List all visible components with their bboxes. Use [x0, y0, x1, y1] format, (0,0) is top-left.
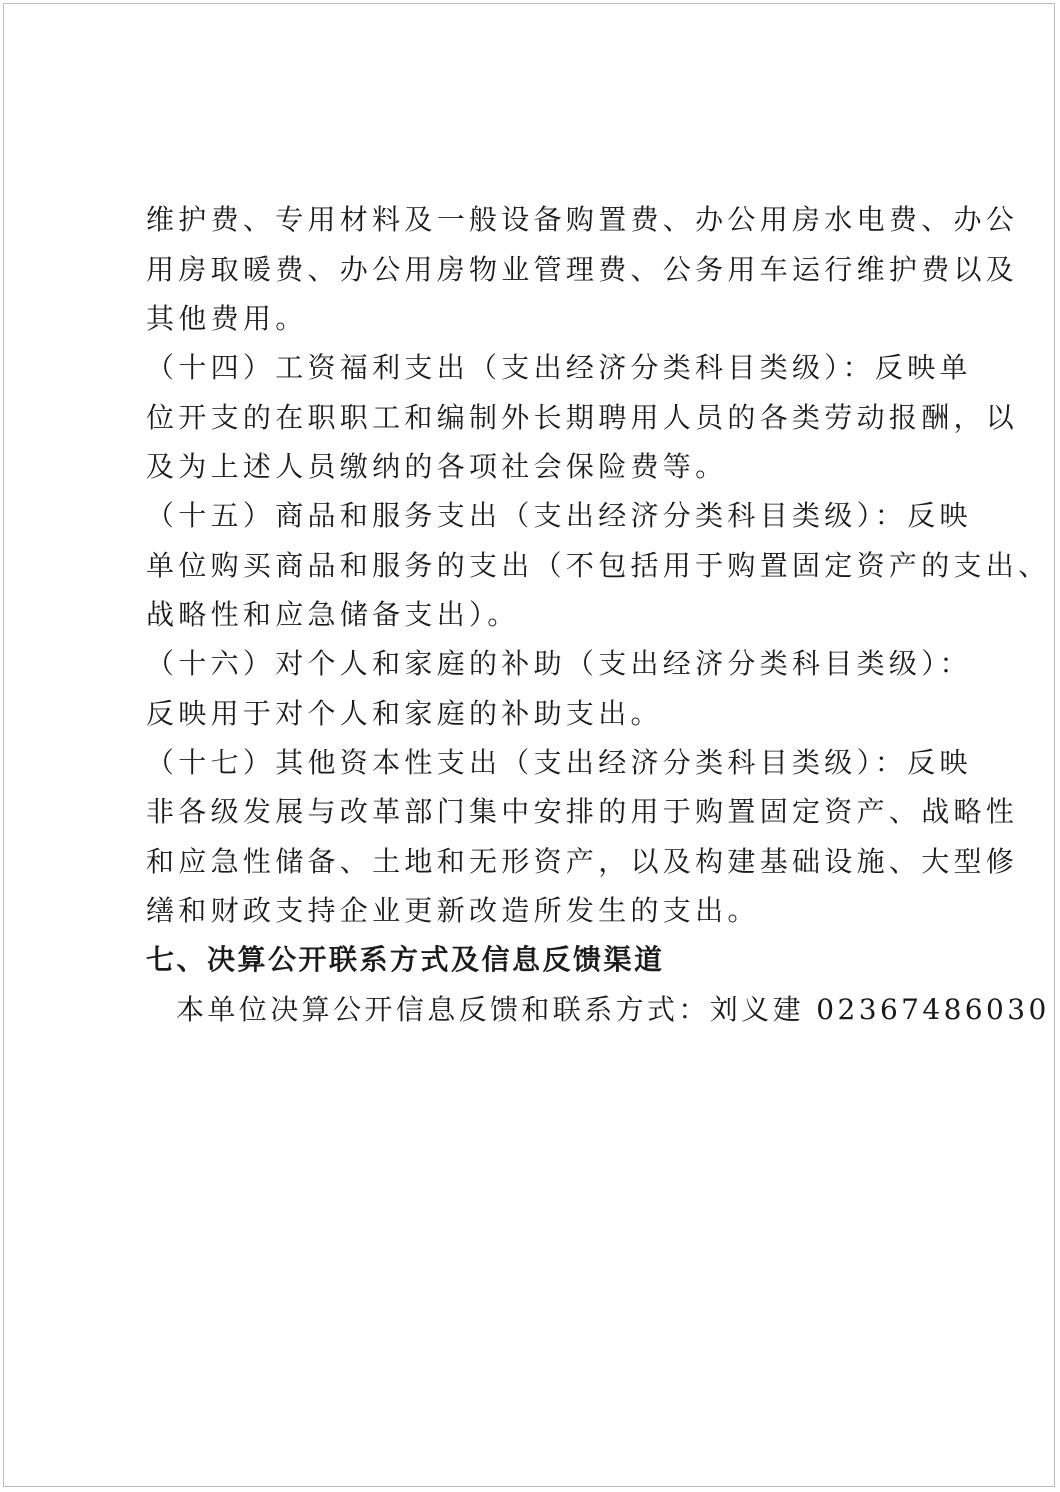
- body-text-line-1: 维护费、专用材料及一般设备购置费、办公用房水电费、办公: [146, 203, 1019, 236]
- item-17-text-line-4: 缮和财政支持企业更新改造所发生的支出。: [146, 894, 760, 927]
- item-16-heading-line: （十六）对个人和家庭的补助（支出经济分类科目类级）：: [146, 647, 972, 680]
- item-16-text-line-2: 反映用于对个人和家庭的补助支出。: [146, 697, 663, 730]
- item-17-text-line-2: 非各级发展与改革部门集中安排的用于购置固定资产、战略性: [146, 795, 1019, 828]
- contact-info-line: 本单位决算公开信息反馈和联系方式：刘义建 02367486030: [176, 993, 1050, 1026]
- item-15-text-line-3: 战略性和应急储备支出）。: [146, 598, 520, 631]
- item-14-heading-line: （十四）工资福利支出（支出经济分类科目类级）：反映单: [146, 351, 972, 384]
- section-heading: 七、决算公开联系方式及信息反馈渠道: [146, 943, 665, 976]
- item-17-text-line-3: 和应急性储备、土地和无形资产，以及构建基础设施、大型修: [146, 845, 1019, 878]
- item-14-text-line-3: 及为上述人员缴纳的各项社会保险费等。: [146, 450, 728, 483]
- item-17-heading-line: （十七）其他资本性支出（支出经济分类科目类级）：反映: [146, 746, 972, 779]
- page: [3, 3, 1055, 1487]
- body-text-line-3: 其他费用。: [146, 302, 308, 335]
- item-15-heading-line: （十五）商品和服务支出（支出经济分类科目类级）：反映: [146, 499, 972, 532]
- item-14-text-line-2: 位开支的在职职工和编制外长期聘用人员的各类劳动报酬，以: [146, 401, 1019, 434]
- body-text-line-2: 用房取暖费、办公用房物业管理费、公务用车运行维护费以及: [146, 253, 1019, 286]
- item-15-text-line-2: 单位购买商品和服务的支出（不包括用于购置固定资产的支出、: [146, 549, 1051, 582]
